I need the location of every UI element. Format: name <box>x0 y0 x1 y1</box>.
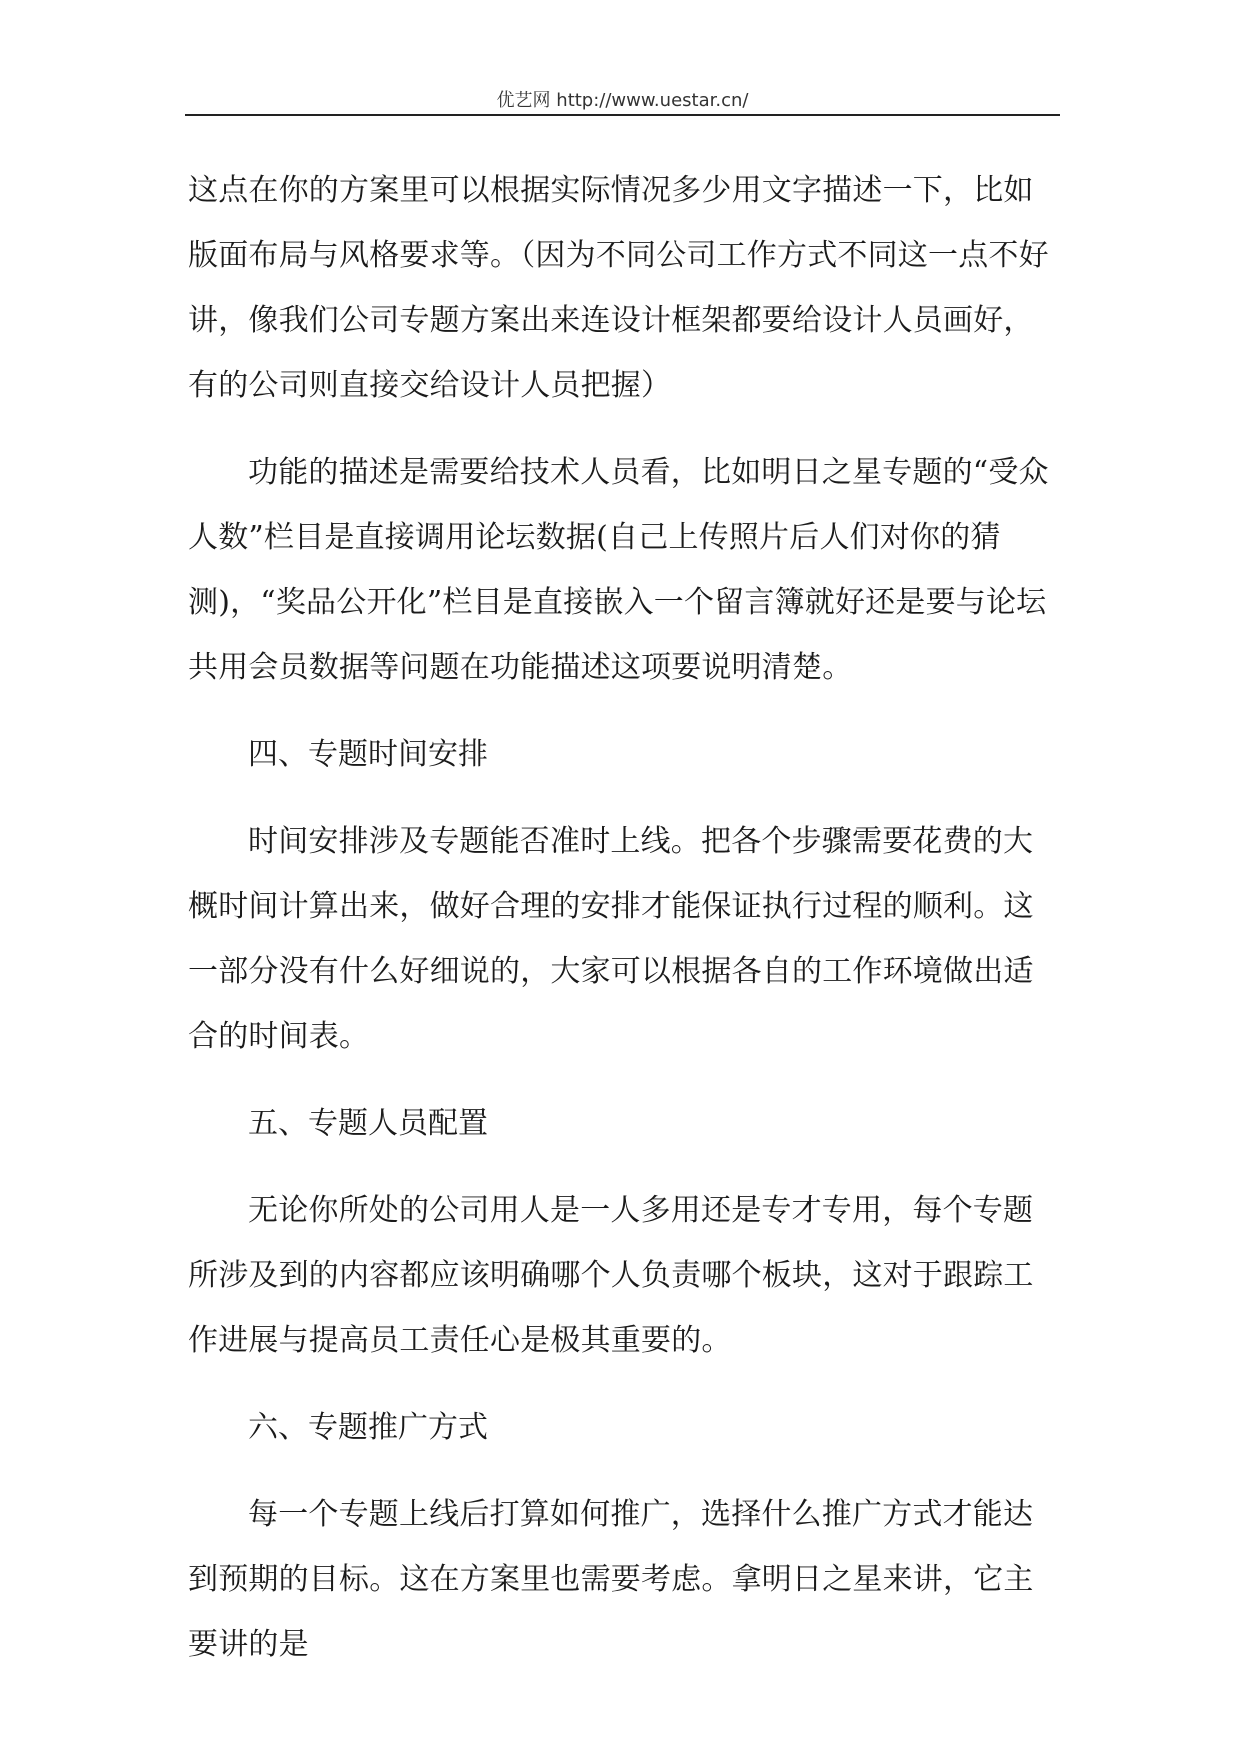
document-body <box>188 158 1054 1677</box>
paragraph-function-description: 功能的描述是需要给技术人员看，比如明日之星专题的“受众人数”栏目是直接调用论坛数据(自己上传照片后人们对你的猜测)，“奖品公开化”栏目是直接嵌入一个留言簿就好还是要与论坛共用会员数据等问题在功能描述这项要说明清楚。 <box>188 455 1049 685</box>
header-site-url: http://www.uestar.cn/ <box>556 90 749 111</box>
paragraph-promotion: 每一个专题上线后打算如何推广，选择什么推广方式才能达到预期的目标。这在方案里也需要考虑。拿明日之星来讲，它主要讲的是 <box>188 1497 1034 1662</box>
header-divider <box>185 114 1060 116</box>
paragraph-schedule: 时间安排涉及专题能否准时上线。把各个步骤需要花费的大概时间计算出来，做好合理的安排才能保证执行过程的顺利。这一部分没有什么好细说的，大家可以根据各自的工作环境做出适合的时间表。 <box>188 824 1034 1054</box>
page-header <box>185 86 1060 112</box>
paragraph-staffing: 无论你所处的公司用人是一人多用还是专才专用，每个专题所涉及到的内容都应该明确哪个人负责哪个板块，这对于跟踪工作进展与提高员工责任心是极其重要的。 <box>188 1193 1034 1358</box>
paragraph-layout-notes: 这点在你的方案里可以根据实际情况多少用文字描述一下，比如版面布局与风格要求等。（因为不同公司工作方式不同这一点不好讲，像我们公司专题方案出来连设计框架都要给设计人员画好，有的公司则直接交给设计人员把握） <box>188 173 1049 403</box>
section-heading-staffing: 五、专题人员配置 <box>248 1106 488 1141</box>
header-site-name: 优艺网 <box>496 90 551 111</box>
section-heading-promotion: 六、专题推广方式 <box>248 1410 488 1445</box>
section-heading-schedule: 四、专题时间安排 <box>248 737 488 772</box>
